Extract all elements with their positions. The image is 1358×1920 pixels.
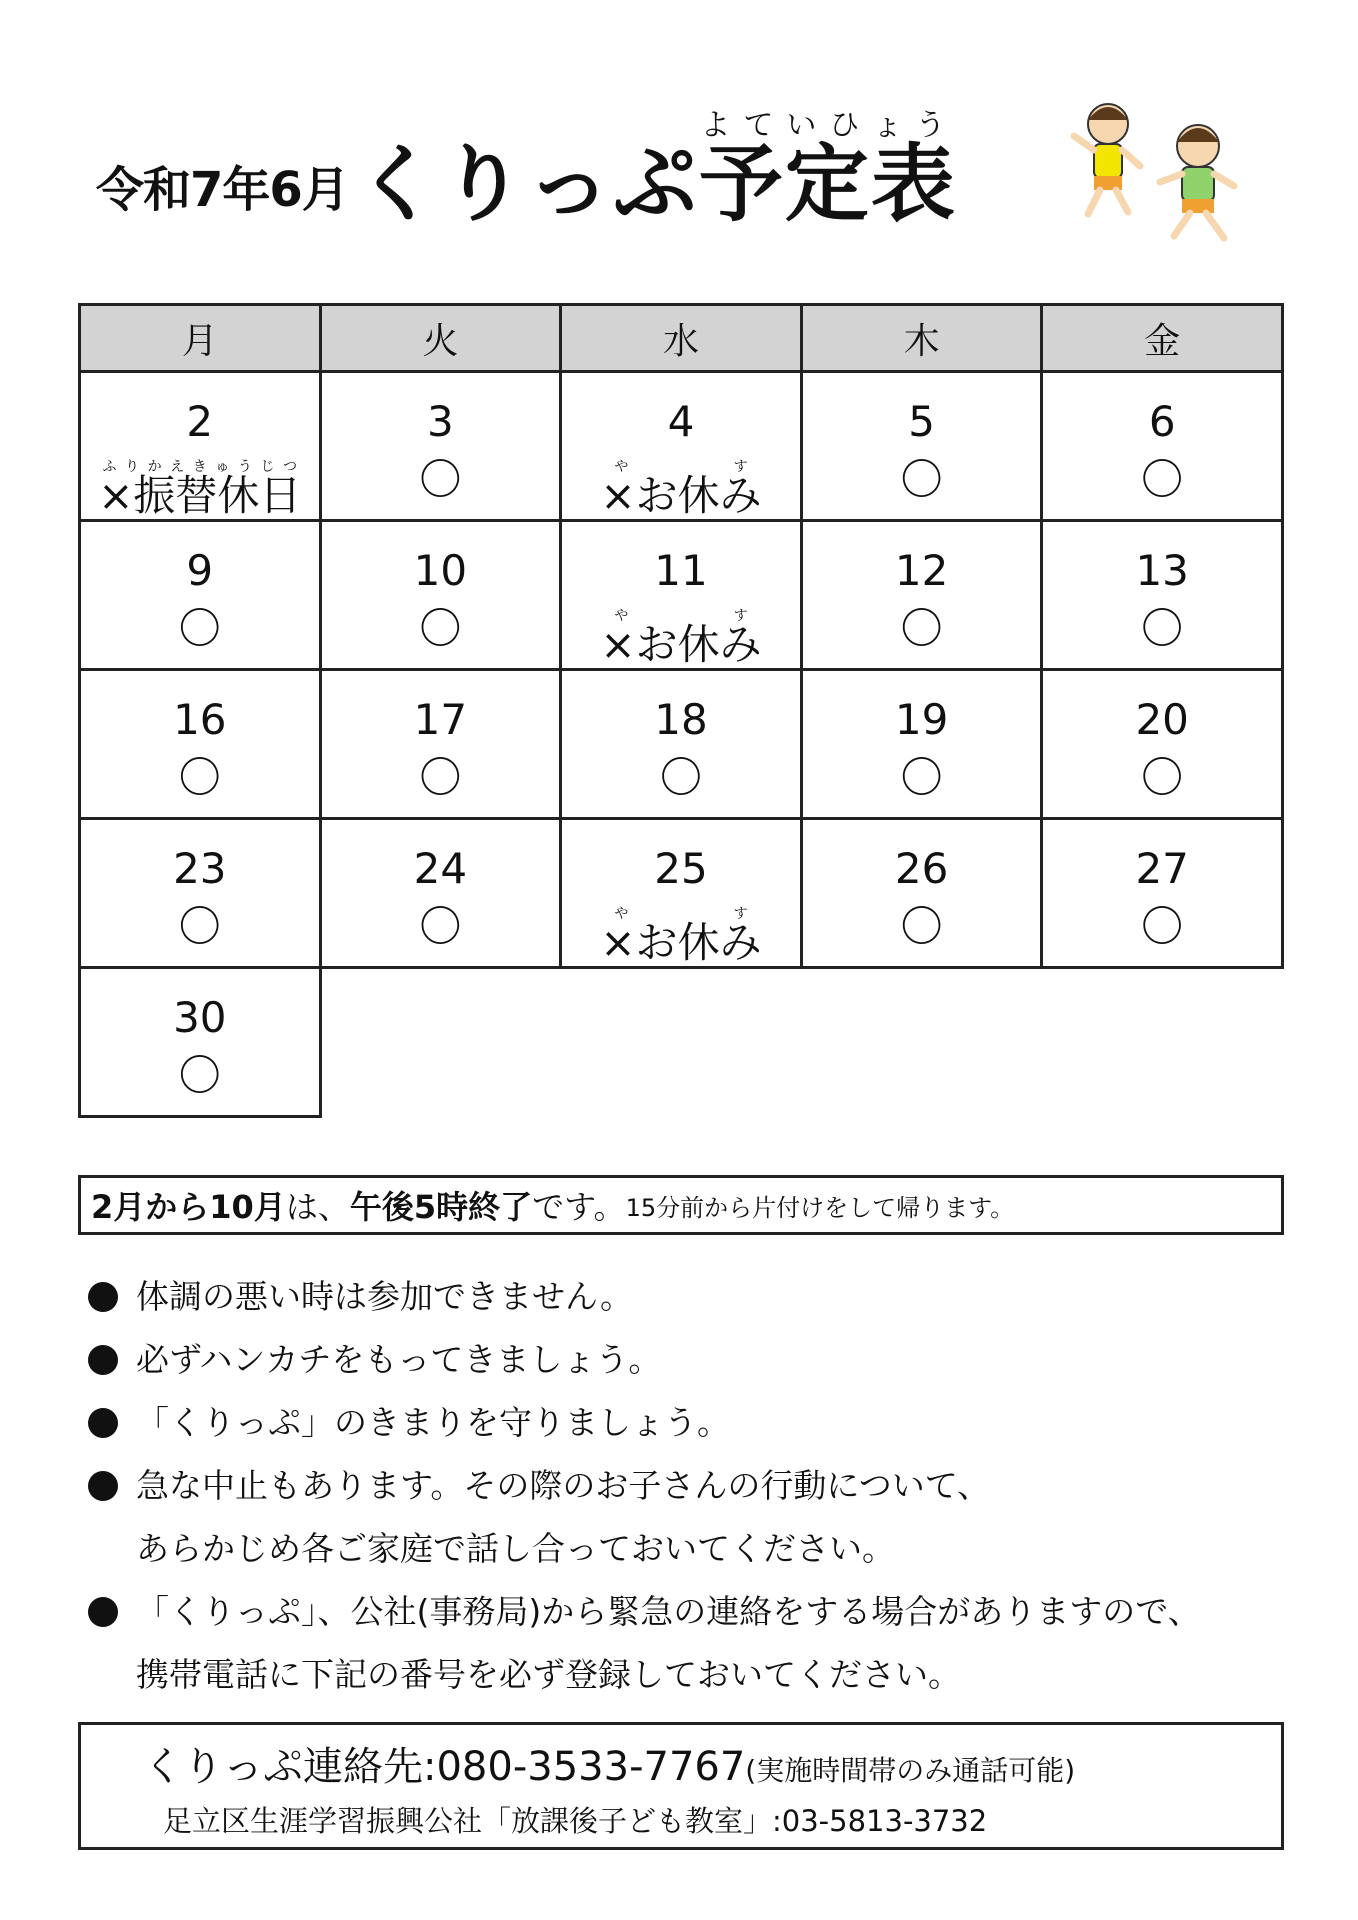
day-cell: [1042, 372, 1283, 521]
day-status: 〇: [178, 1051, 221, 1100]
day-number: 20: [1135, 695, 1189, 744]
status-ruby: やす: [600, 906, 762, 922]
rule-item: 急な中止もあります。その際のお子さんの行動について、: [78, 1454, 1298, 1517]
day-cell: [1042, 670, 1283, 819]
day-number: 3: [427, 397, 454, 446]
notice-months: 2月から10月: [91, 1188, 286, 1226]
day-status: ×お休みやす: [600, 608, 762, 669]
day-number: 4: [667, 397, 695, 446]
bullet-icon: [88, 1282, 118, 1312]
day-cell: [561, 670, 802, 819]
weekday-header: 木: [801, 305, 1042, 372]
title-part1: くりっぷ: [354, 135, 699, 233]
day-status: 〇: [178, 902, 221, 951]
bullet-icon: [88, 1408, 118, 1438]
day-number: 10: [413, 546, 468, 595]
day-cell: [320, 819, 561, 968]
week-row: [80, 819, 1283, 968]
bullet-icon: [88, 1471, 118, 1501]
day-cell: [1042, 819, 1283, 968]
day-number: 13: [1135, 546, 1189, 595]
day-cell: [80, 670, 321, 819]
day-number: 25: [654, 844, 708, 893]
weekday-header: 火: [320, 305, 561, 372]
day-status: 〇: [900, 455, 943, 504]
day-status: 〇: [1141, 753, 1184, 802]
running-kids-illustration: [1058, 96, 1248, 256]
title-kanji: 予定表: [698, 135, 957, 233]
day-number: 27: [1135, 844, 1189, 893]
day-number: 11: [654, 546, 708, 595]
day-status: 〇: [178, 604, 221, 653]
weekday-header-row: [80, 305, 1283, 372]
day-number: 12: [894, 546, 949, 595]
day-cell: [561, 819, 802, 968]
empty-cell: [801, 968, 1042, 1117]
week-row: [80, 968, 1283, 1117]
day-status: 〇: [900, 753, 943, 802]
notice-particle: は、: [285, 1188, 350, 1226]
day-status: 〇: [419, 902, 462, 951]
rule-item: 体調の悪い時は参加できません。: [78, 1265, 1298, 1328]
day-cell: [1042, 521, 1283, 670]
title-main: [354, 108, 957, 233]
empty-cell: [561, 968, 802, 1117]
bullet-icon: [88, 1345, 118, 1375]
day-cell: [320, 521, 561, 670]
contact-phone: 080-3533-7767: [436, 1744, 746, 1790]
page-title: [96, 108, 957, 233]
day-status: 〇: [1141, 455, 1184, 504]
day-cell: [320, 372, 561, 521]
day-number: 30: [173, 993, 227, 1042]
day-cell: [801, 372, 1042, 521]
rule-item: 必ずハンカチをもってきましょう。: [78, 1328, 1298, 1391]
rule-item-continuation: あらかじめ各ご家庭で話し合っておいてください。: [136, 1529, 895, 1568]
weekday-header: 月: [80, 305, 321, 372]
day-cell: [561, 521, 802, 670]
week-row: [80, 521, 1283, 670]
day-status: 〇: [900, 604, 943, 653]
day-cell: [561, 372, 802, 521]
rule-item-continuation: 携帯電話に下記の番号を必ず登録しておいてください。: [136, 1655, 961, 1694]
kid-yellow-shirt: [1074, 104, 1140, 214]
weekday-header: 金: [1042, 305, 1283, 372]
office-contact: 足立区生涯学習振興公社「放課後子ども教室」:03-5813-3732: [163, 1804, 988, 1838]
day-number: 5: [908, 397, 935, 446]
day-number: 6: [1148, 397, 1176, 446]
status-ruby: ふりかえきゅうじつ: [98, 459, 302, 475]
day-cell: [320, 670, 561, 819]
day-status: 〇: [419, 455, 462, 504]
status-ruby: やす: [600, 459, 762, 475]
day-cell: [80, 819, 321, 968]
contact-note: (実施時間帯のみ通話可能): [745, 1754, 1076, 1787]
status-ruby: やす: [600, 608, 762, 624]
day-status: 〇: [1141, 604, 1184, 653]
day-status: 〇: [178, 753, 221, 802]
day-cell: [801, 819, 1042, 968]
schedule-calendar: [78, 303, 1284, 1118]
day-status: 〇: [900, 902, 943, 951]
notice-time: 午後5時終了: [349, 1188, 533, 1226]
rule-item: 「くりっぷ」のきまりを守りましょう。: [78, 1391, 1298, 1454]
day-cell: [80, 372, 321, 521]
day-status: 〇: [419, 753, 462, 802]
week-row: [80, 372, 1283, 521]
notice-copula: です。: [532, 1188, 626, 1226]
rule-item: 「くりっぷ」、公社(事務局)から緊急の連絡をする場合がありますので、: [78, 1580, 1298, 1643]
day-cell: [80, 968, 321, 1117]
day-cell: [801, 670, 1042, 819]
day-number: 26: [894, 844, 949, 893]
day-number: 24: [413, 844, 468, 893]
bullet-icon: [88, 1597, 118, 1627]
day-number: 9: [186, 546, 214, 595]
day-status: 〇: [1141, 902, 1184, 951]
contact-box: [78, 1722, 1284, 1850]
day-status: 〇: [659, 753, 702, 802]
day-number: 19: [894, 695, 949, 744]
title-ruby: よていひょう: [698, 108, 957, 143]
empty-cell: [320, 968, 561, 1117]
day-cell: [801, 521, 1042, 670]
rules-list: [78, 1265, 1298, 1706]
day-status: 〇: [419, 604, 462, 653]
day-status: ×お休みやす: [600, 906, 762, 967]
day-number: 16: [173, 695, 227, 744]
day-status: ×振替休日ふりかえきゅうじつ: [98, 459, 302, 520]
day-number: 23: [173, 844, 227, 893]
week-row: [80, 670, 1283, 819]
empty-cell: [1042, 968, 1283, 1117]
contact-line: [143, 1735, 1075, 1792]
weekday-header: 水: [561, 305, 802, 372]
title-prefix: 令和7年6月: [96, 162, 349, 218]
day-number: 17: [413, 695, 468, 744]
day-number: 18: [654, 695, 708, 744]
day-number: 2: [186, 397, 214, 446]
closing-time-notice: [78, 1175, 1284, 1235]
notice-detail: 15分前から片付けをして帰ります。: [625, 1193, 1015, 1222]
contact-label: くりっぷ連絡先:: [143, 1744, 437, 1790]
day-cell: [80, 521, 321, 670]
day-status: ×お休みやす: [600, 459, 762, 520]
kid-green-shirt: [1160, 125, 1234, 238]
